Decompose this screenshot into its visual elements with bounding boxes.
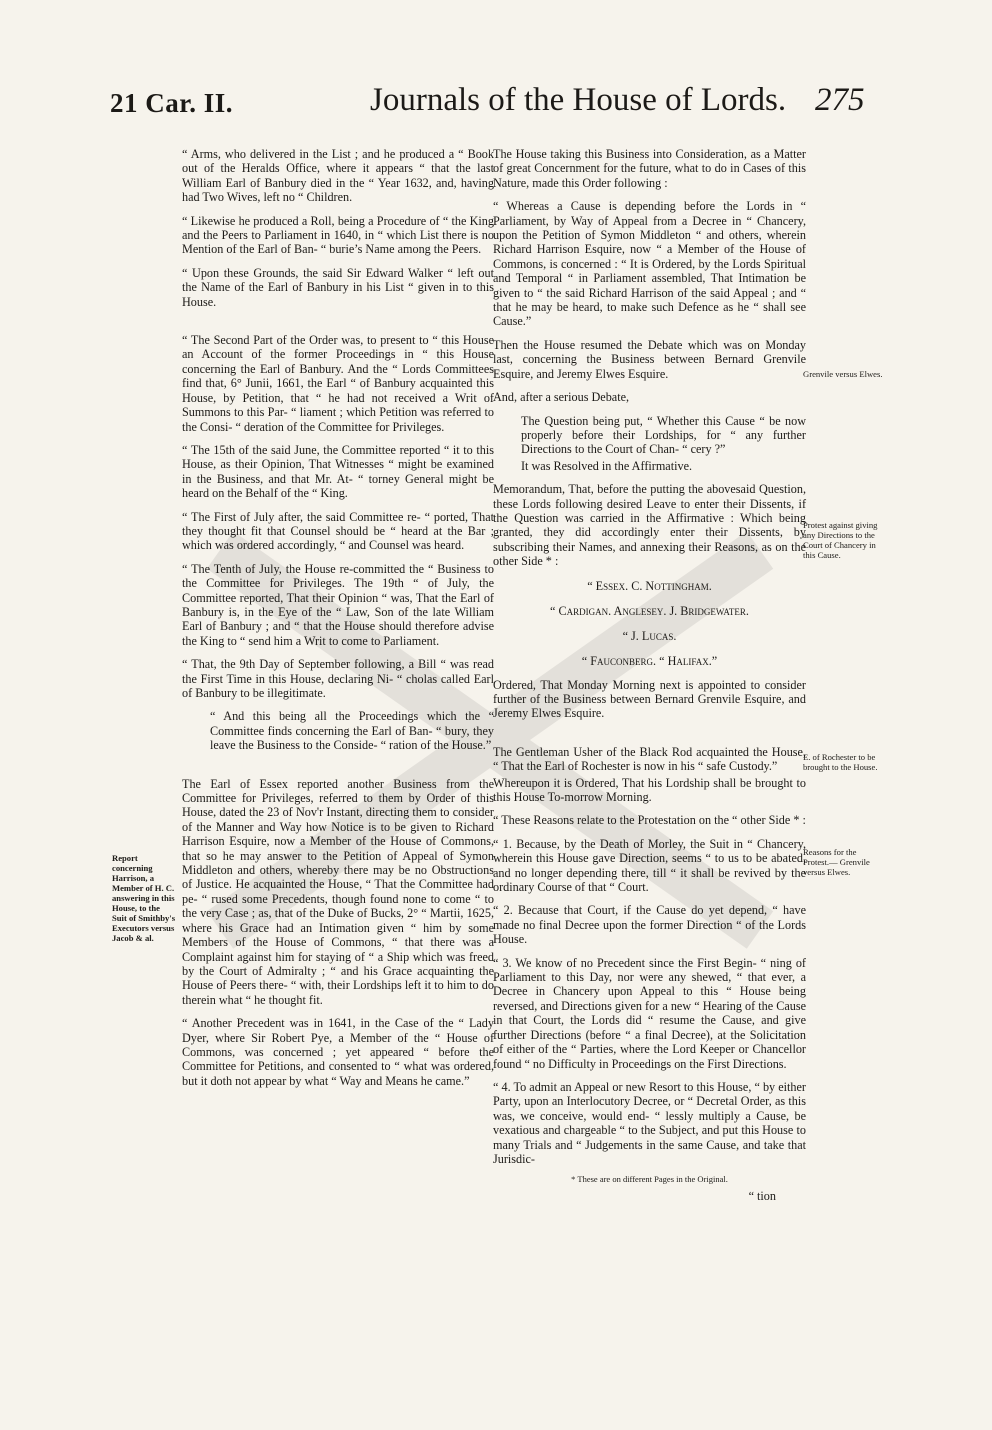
catchword: “ tion [748,1188,776,1203]
page-number: 275 [815,82,865,118]
paragraph: “ The Second Part of the Order was, to present to “ this House an Account of the former Proceedings in “ this House concerning the Earl of Banbury. And the “ Lords Committees find that, 6° Junii, 1661, the Earl “ of Banbury acquainted this House, by Petition, that “ he had not received a Writ of Summons to this Par- “ liament ; which Petition was referred to the Consi- “ deration of the Committee for Privileges. [182,333,494,434]
paragraph: “ 4. To admit an Appeal or new Resort to this House, “ by either Party, upon an Interlocutory Decree, or “ Decretal Order, as this was, we conceive, would end- “ lessly multiply a Cause, be vexatious and chargeable “ to the Subject, and put this House to many Trials and “ Judgements in the same Cause, and take that Jurisdic- [493,1079,806,1166]
paragraph: The Gentleman Usher of the Black Rod acquainted the House, “ That the Earl of Rochester is now in his “ safe Custody.” [493,744,806,774]
signature-line: “ Cardigan. Anglesey. J. Bridgewater. [550,603,749,618]
paragraph: The Earl of Essex reported another Business from the Committee for Privileges, referred to them by Order of this House, dated the 23 of Nov'r Instant, directing them to consider of the Manner and Way how Notice is to be given to Richard Harrison Esquire, now a Member of the House of Commons, that so he may answer to the Petition of Appeal of Symon Middleton and others, whereby there may be no Obstructions of Justice. He acquainted the House, “ That the Committee had pe- “ rused some Precedents, though found none to come “ to the very Case ; as, that of the Duke of Bucks, 2° “ Martii, 1625, where his Grace had an Intimation given “ him by some Members of the House of Commons, “ that there was a Complaint against him for staying of “ a Ship which was freed by the Court of Admiralty ; “ and his Grace acquainting the House of Peers there- “ with, their Lordships left it to him to do therein what “ he thought fit. [182,776,494,1007]
signature-line: “ J. Lucas. [622,628,677,643]
signature-line: “ Essex. C. Nottingham. [587,578,712,593]
paragraph: It was Resolved in the Affirmative. [521,458,693,473]
paragraph: “ The 15th of the said June, the Committee reported “ it to this House, as their Opinion, That Witnesses “ might be examined in the Business, and that Mr. At- “ torney General might be heard on the Behalf of the “ King. [182,442,494,501]
paragraph: The House taking this Business into Consideration, as a Matter of great Concernment for the future, what to do in Cases of this Nature, made this Order following : [493,147,806,190]
margin-note-protest: Protest against giving any Directions to the Court of Chancery in this Cause. [803,520,878,560]
paragraph: Then the House resumed the Debate which was on Monday last, concerning the Business between Bernard Grenvile Esquire, and Jeremy Elwes Esquire. [493,337,806,381]
paragraph: “ These Reasons relate to the Protestation on the “ other Side * : [493,813,806,828]
regnal-year: 21 Car. II. [110,88,234,118]
paragraph: Whereupon it is Ordered, That his Lordship shall be brought to this House To-morrow Morning. [493,775,806,804]
footnote: * These are on different Pages in the Original. [571,1174,728,1185]
margin-note-reasons: Reasons for the Protest.— Grenvile versus Elwes. [803,847,870,877]
margin-note-report: Report concerning Harrison, a Member of H. C. answering in this House, to the Suit of Smithby's Executors versus Jacob & al. [112,853,176,943]
paragraph: “ The First of July after, the said Committee re- “ ported, That they thought fit that Counsel should be “ heard at the Bar ; which was ordered accordingly, “ and Counsel was heard. [182,509,494,553]
paragraph: And, after a serious Debate, [493,390,630,405]
signature-line: “ Fauconberg. “ Halifax.” [581,653,718,668]
signatures [493,578,806,669]
paragraph: “ Upon these Grounds, the said Sir Edward Walker “ left out the Name of the Earl of Banbury in his List “ given in to this House. [182,265,494,309]
paragraph: “ Another Precedent was in 1641, in the Case of the “ Lady Dyer, where Sir Robert Pye, a Member of the “ House of Commons, was concerned ; yet appeared “ before the Committee for Petitions, and consented to “ what was ordered, but it doth not appear by what “ Way and Means he came.” [182,1016,494,1088]
paragraph: “ 1. Because, by the Death of Morley, the Suit in “ Chancery, wherein this House gave Direction, seems “ to us to be abated, and no longer depending there, till “ it shall be revived by the ordinary Course of that “ Court. [493,836,806,895]
paragraph: “ Likewise he produced a Roll, being a Procedure of “ the King and the Peers to Parliament in 1640, in “ which List there is no Mention of the Earl of Ban- “ burie’s Name among the Peers. [182,213,494,257]
page-header [0,66,992,146]
paragraph: “ Arms, who delivered in the List ; and he produced a “ Book out of the Heralds Office, where it appears “ that the last William Earl of Banbury died in the “ Year 1632, and, having had Two Wives, left no “ Children. [182,147,494,205]
paragraph: “ 2. Because that Court, if the Cause do yet depend, “ have made no final Decree upon the former Direction “ of the Lords House. [493,903,806,947]
paragraph: “ The Tenth of July, the House re-committed the “ Business to the Committee for Privileges. The 19th “ of July, the Committee reported, That their Opinion “ was, That the Earl of Banbury is, in the Eye of the “ Law, Son of the late William Earl of Banbury ; and “ that the House should therefore advise the King to “ send him a Writ to come to Parliament. [182,561,494,648]
paragraph: “ And this being all the Proceedings which the “ Committee finds concerning the Earl of Ban- “ bury, they leave the Business to the Conside- “ ration of the House.” [210,709,494,753]
paragraph: “ That, the 9th Day of September following, a Bill “ was read the First Time in this House, declaring Ni- “ cholas called Earl of Banbury to be illegitimate. [182,657,494,700]
paragraph: Memorandum, That, before the putting the abovesaid Question, these Lords following desired Leave to enter their Dissents, if the Question was carried in the Affirmative : Which being granted, they did accordingly enter their Dissents, by subscribing their Names, and annexing their Reasons, as on the other Side * : [493,482,806,569]
paragraph: “ 3. We know of no Precedent since the First Begin- “ ning of Parliament to this Day, nor were any shewed, “ that ever, a Decree in Chancery upon Appeal to this “ House being reversed, and Directions given for a new “ Hearing of the Cause in that Court, the Lords did “ resume the Cause, and give further Directions (before “ a final Decree), at the Solicitation of either of the “ Parties, where the Lord Keeper or Chancellor found “ no Difficulty in Proceedings on the First Directions. [493,955,806,1071]
paragraph: The Question being put, “ Whether this Cause “ be now properly before their Lordships, for “ any further Directions to the Court of Chan- “ cery ?” [521,413,806,457]
right-column [493,147,806,1203]
paragraph: “ Whereas a Cause is depending before the Lords in “ Parliament, by Way of Appeal from a Decree in “ Chancery, upon the Petition of Symon Middleton “ and others, wherein Richard Harrison Esquire, now “ a Member of the House of Commons, is concerned : “ It is Ordered, by the Lords Spiritual and Temporal “ in Parliament assembled, That Intimation be given to “ the said Richard Harrison of the said Appeal ; and “ that he may be heard, to make such Defence as he “ shall see Cause.” [493,199,806,329]
margin-note-rochester: E. of Rochester to be brought to the House. [803,752,878,772]
paragraph: Ordered, That Monday Morning next is appointed to consider further of the Business between Bernard Grenvile Esquire, and Jeremy Elwes Esquire. [493,677,806,721]
journal-title: Journals of the House of Lords. [370,82,787,118]
margin-note-grenvile: Grenvile versus Elwes. [803,369,883,379]
left-column [182,147,494,1097]
